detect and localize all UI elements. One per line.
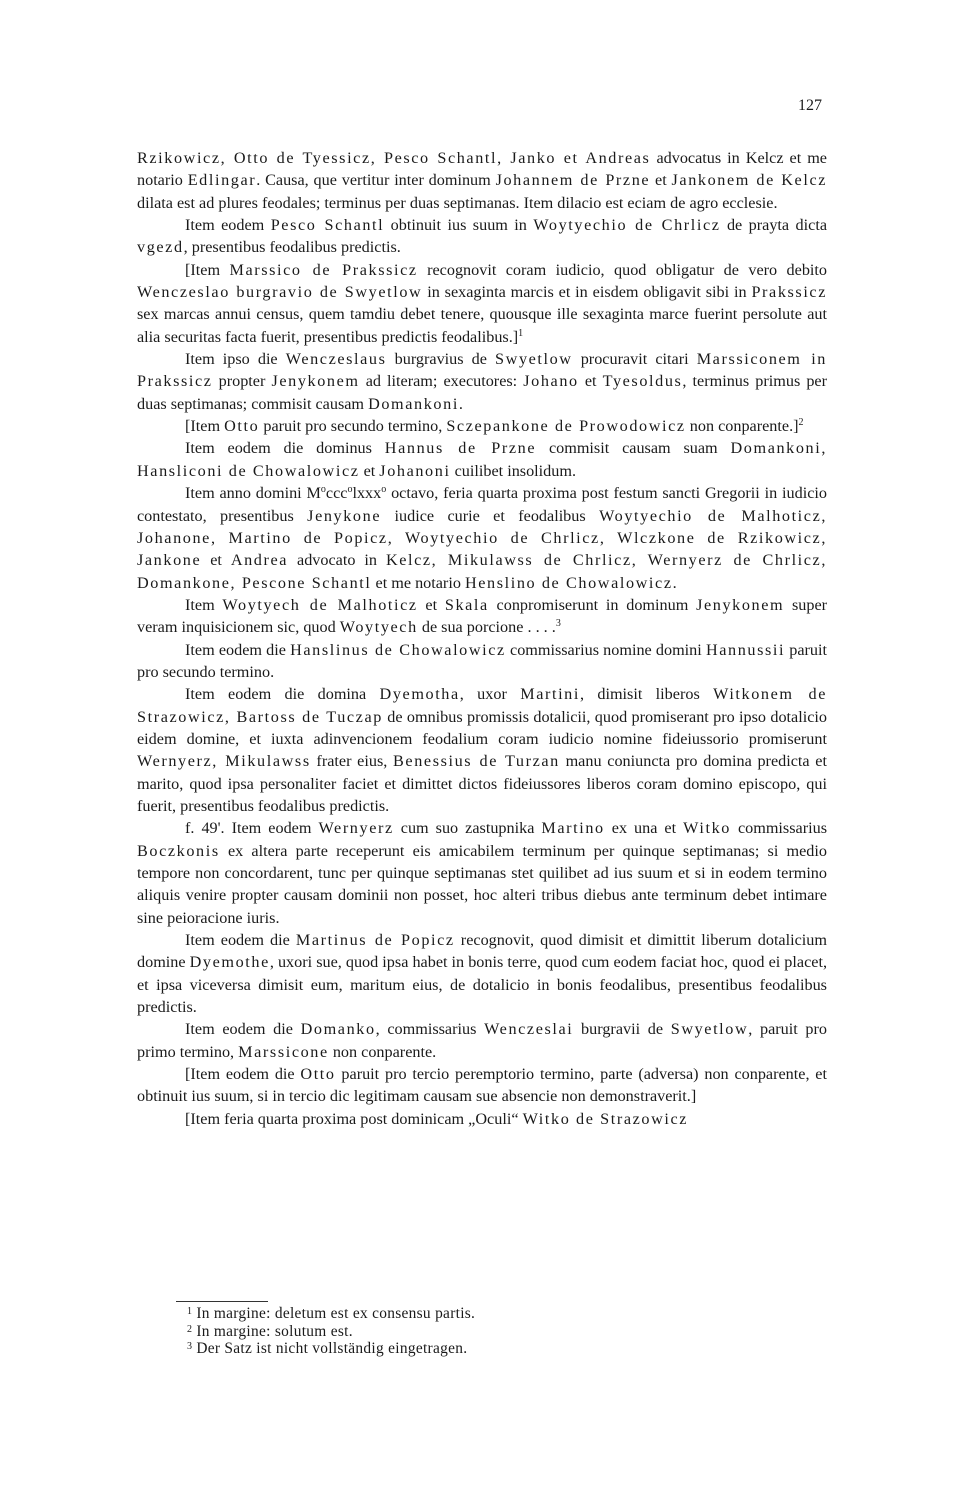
text-run: burgravius de — [386, 350, 496, 369]
text-run: paruit pro secundo termino, — [259, 417, 447, 436]
text-run: f. 49'. Item eodem — [185, 819, 319, 838]
footnote-text: In margine: deletum est ex consensu partis. — [196, 1305, 476, 1322]
spaced-name: Kelcz, Mikulawss de Chrlicz, Wernyerz de Chrlicz, Domankone, Pescone Schantl — [137, 551, 827, 592]
spaced-name: Otto — [224, 417, 260, 436]
paragraph — [137, 482, 827, 594]
text-run: . — [458, 394, 463, 413]
spaced-name: Tyesoldus — [602, 372, 683, 391]
footnote-mark: 1 — [187, 1306, 193, 1317]
spaced-name: Johannem de Przne — [495, 171, 651, 190]
text-run: Item eodem die — [185, 1020, 301, 1039]
paragraph — [137, 929, 827, 1018]
text-run: et — [578, 372, 603, 391]
text-run: ex altera parte receperunt eis amicabilem terminum per quinque septimanas; si medio tempore non concordarent, tunc per quinque septimanas stet quilibet ad ius suum et si in eodem termino aliquis venire propter causam dominii non posset, hoc alteri tribus diebus ante terminum debet intimare sine peioracione iuris. — [137, 841, 827, 927]
text-run: et — [650, 171, 672, 190]
paragraph — [137, 348, 827, 415]
spaced-name: Jankonem de Kelcz — [671, 171, 828, 190]
text-run: . — [672, 573, 677, 592]
spaced-name: Witko — [683, 819, 731, 838]
spaced-name: Hannussii — [705, 640, 786, 659]
spaced-name: Wenczeslaus — [285, 350, 387, 369]
paragraph — [137, 1108, 827, 1130]
paragraph — [137, 147, 827, 214]
superscript: o — [347, 484, 353, 496]
spaced-name: Martini — [520, 685, 580, 704]
spaced-name: Pesco Schantl — [270, 216, 385, 235]
text-run: ad literam; executores: — [359, 372, 524, 391]
text-run: ex una et — [604, 819, 684, 838]
spaced-name: Wenczeslao burgravio de Swyetlow — [137, 283, 423, 302]
text-run: Item ipso die — [185, 350, 286, 369]
text-run: non conparente. — [328, 1042, 437, 1061]
text-run: ccc — [325, 484, 348, 503]
text-run: cum suo zastupnika — [393, 819, 542, 838]
text-run: conpromiserunt in dominum — [488, 595, 697, 614]
spaced-name: Wernyerz, Mikulawss — [137, 752, 311, 771]
paragraph — [137, 639, 827, 684]
spaced-name: Johanoni — [379, 461, 451, 480]
footnote-text: In margine: solutum est. — [196, 1322, 353, 1340]
paragraph — [137, 415, 827, 437]
text-run: Item eodem die domina — [185, 685, 380, 704]
paragraph — [137, 817, 827, 929]
page-number: 127 — [798, 97, 822, 114]
footnote — [187, 1340, 827, 1358]
spaced-name: Domankoni — [368, 394, 459, 413]
text-run: advocato in — [288, 551, 386, 570]
text-run: manu coniuncta pro domina predicta et marito, quod ipsa personaliter faciet et dimittet dictos fideiussores liberos coram domino episcopo, qui fuerit, presentibus feodalibus predictis. — [137, 752, 827, 815]
text-run: , dimisit liberos — [579, 685, 714, 704]
spaced-name: Andrea — [230, 551, 289, 570]
paragraph — [137, 214, 827, 259]
spaced-name: Jenykone — [307, 506, 382, 525]
text-run: [Item — [185, 417, 225, 436]
spaced-name: Johano — [523, 372, 579, 391]
spaced-name: Wernyerz — [318, 819, 394, 838]
text-run: Item anno domini M — [185, 484, 321, 503]
text-run: . Causa, que vertitur inter dominum — [256, 171, 496, 190]
text-run: propter — [212, 372, 272, 391]
spaced-name: Jenykonem — [696, 595, 785, 614]
spaced-name: Hanslinus de Chowalowicz — [290, 640, 506, 659]
text-run: procuravit citari — [572, 350, 697, 369]
text-run: sex marcas annui census, quem tamdiu debet tenere, quousque ille sexaginta marce fuerint persolute aut alia securitas facta fuerit, presentibus predictis feodalibus.] — [137, 305, 827, 346]
spaced-name: Otto — [300, 1065, 336, 1084]
text-run: lxxx — [352, 484, 382, 503]
superscript: 3 — [555, 618, 561, 630]
spaced-name: Swyetlow — [495, 350, 573, 369]
footnote-mark: 3 — [187, 1341, 193, 1353]
spaced-name: Marssico de Prakssicz — [229, 260, 418, 279]
text-run: recognovit coram iudicio, quod obligatur de vero debito — [417, 260, 827, 279]
text-run: advocatus in Kelcz et me notario — [137, 149, 827, 190]
footnote — [187, 1305, 827, 1323]
spaced-name: Hannus de Przne — [384, 439, 537, 458]
paragraph — [137, 594, 827, 639]
main-text — [137, 147, 827, 1130]
spaced-name: Sczepankone de Prowodowicz — [446, 417, 686, 436]
text-run: [Item feria quarta proxima post dominicam „Oculi“ — [185, 1109, 523, 1128]
text-run: in sexaginta marcis et in eisdem obligavit sibi in — [422, 283, 752, 302]
paragraph — [137, 1018, 827, 1063]
spaced-name: Benessius de Turzan — [393, 752, 560, 771]
text-run: recognovit, quod dimisit et dimittit liberum dotalicium domine — [137, 931, 827, 972]
text-run: Item — [185, 595, 223, 614]
text-run: de sua porcione . . . . — [417, 618, 556, 637]
spaced-name: Swyetlow — [670, 1020, 749, 1039]
spaced-name: Woytyechio de Malhoticz, Johanone, Martino de Popicz, Woytyechio de Chrlicz, Wlczkone de Rzikowicz, Jankone — [137, 506, 827, 570]
spaced-name: Witko de Strazowicz — [522, 1109, 689, 1128]
spaced-name: Wenczeslai — [484, 1020, 574, 1039]
spaced-name: Marssiconem in Prakssicz — [137, 350, 827, 391]
superscript: 1 — [518, 327, 524, 339]
text-run: paruit pro secundo termino. — [137, 640, 828, 681]
text-run: iudice curie et feodalibus — [381, 506, 600, 525]
spaced-name: Martinus de Popicz — [295, 931, 455, 950]
text-run: et — [359, 461, 380, 480]
text-run: , commissarius — [375, 1020, 485, 1039]
text-run: [Item — [185, 260, 230, 279]
text-run: , uxor — [459, 685, 521, 704]
text-run: de omnibus promissis dotalicii, quod promiserant pro ipso dotalicio eidem domine, et iuxta adinvencionem feodalium coram iudicio nomine fideiussorio promiserunt — [137, 707, 827, 748]
superscript: o — [381, 484, 387, 496]
text-run: cuilibet insolidum. — [450, 461, 577, 480]
text-run: super veram inquisicionem sic, quod — [137, 595, 828, 637]
text-run: Item eodem — [185, 216, 271, 235]
spaced-name: Witkonem de Strazowicz, Bartoss de Tuczap — [137, 685, 828, 726]
footnotes — [187, 1305, 827, 1358]
text-run: commisit causam suam — [536, 439, 731, 458]
footnote-text: Der Satz ist nicht vollständig eingetragen. — [196, 1340, 468, 1358]
spaced-name: Woytyech — [339, 618, 418, 637]
text-run: , presentibus feodalibus predictis. — [183, 238, 401, 257]
superscript: 2 — [798, 417, 804, 429]
paragraph — [137, 437, 827, 482]
text-run: et — [201, 551, 231, 570]
footnote-mark: 2 — [187, 1323, 193, 1335]
text-run: , paruit pro primo termino, — [137, 1020, 828, 1061]
text-run: Item eodem die — [185, 640, 291, 659]
spaced-name: Henslino de Chowalowicz — [464, 573, 673, 592]
text-run: burgravii de — [573, 1020, 671, 1039]
text-run: [Item eodem die — [185, 1065, 301, 1084]
text-run: dilata est ad plures feodales; terminus per duas septimanas. Item dilacio est eciam de agro ecclesie. — [137, 193, 778, 212]
text-run: obtinuit ius suum in — [384, 216, 534, 235]
text-run: commissarius — [730, 819, 827, 838]
text-run: non conparente.] — [685, 417, 799, 436]
spaced-name: Skala — [444, 595, 489, 614]
text-run: , uxori sue, quod ipsa habet in bonis terre, quod cum eodem faciat hoc, quod ei placet, et ipsa viceversa dimisit eum, maritum eius, de dotalicio in bonis feodalibus, presentibus feodalibus predictis. — [137, 953, 827, 1017]
spaced-name: Rzikowicz, Otto de Tyessicz, Pesco Schantl, Janko et Andreas — [137, 149, 651, 167]
text-run: octavo, feria quarta proxima post festum sancti Gregorii in iudicio contestato, presentibus — [137, 484, 828, 525]
text-run: et me notario — [371, 573, 465, 592]
spaced-name: Woytyechio de Chrlicz — [533, 216, 721, 235]
spaced-name: Marssicone — [238, 1042, 329, 1061]
spaced-name: Domanko — [300, 1020, 376, 1039]
spaced-name: vgezd — [137, 238, 184, 257]
paragraph — [137, 1063, 827, 1108]
spaced-name: Jenykonem — [271, 372, 360, 391]
spaced-name: Dyemotha — [379, 685, 460, 704]
text-run: Item eodem die dominus — [185, 439, 385, 458]
footnote — [187, 1323, 827, 1341]
text-run: frater eius, — [310, 752, 394, 771]
superscript: o — [320, 484, 326, 496]
text-run: paruit pro tercio peremptorio termino, parte (adversa) non conparente, et obtinuit ius suum, si in tercio dic legitimam causam sue absencie non demonstraverit.] — [137, 1065, 827, 1106]
text-run: commissarius nomine domini — [505, 640, 706, 659]
spaced-name: Dyemothe — [189, 953, 270, 972]
text-run: Item eodem die — [185, 931, 296, 950]
spaced-name: Domankoni, Hansliconi de Chowalowicz — [137, 439, 827, 480]
paragraph — [137, 259, 827, 348]
text-run: , terminus primus per duas septimanas; commisit causam — [137, 372, 827, 413]
spaced-name: Boczkonis — [137, 841, 220, 860]
spaced-name: Prakssicz — [751, 283, 827, 302]
text-run: de prayta dicta — [720, 216, 828, 235]
paragraph — [137, 683, 827, 817]
spaced-name: Woytyech de Malhoticz — [222, 595, 418, 614]
footnote-separator — [176, 1301, 268, 1302]
spaced-name: Martino — [541, 819, 605, 838]
text-run: et — [417, 595, 445, 614]
spaced-name: Edlingar — [187, 171, 257, 190]
